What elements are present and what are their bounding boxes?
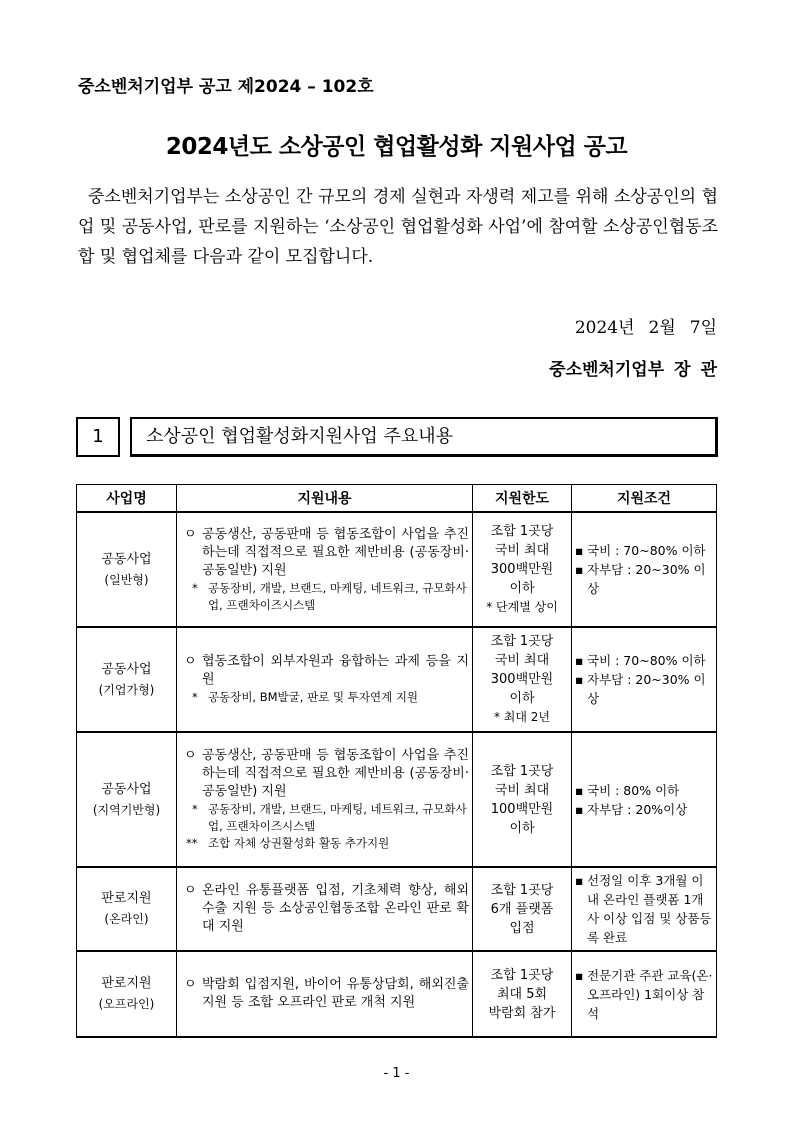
limit-line: 이하 (509, 820, 535, 836)
content-text: 박람회 입점지원, 바이어 유통상담회, 해외진출 지원 등 조합 오프라인 판로 개척 지원 (202, 977, 469, 1010)
program-name-cell (77, 627, 177, 732)
square-bullet-icon: ▪ (575, 801, 584, 817)
condition-item (575, 541, 713, 560)
content-text: 공동생산, 공동판매 등 협동조합이 사업을 추진하는데 직접적으로 필요한 제반비용 (공동장비·공동일반) 지원 (202, 526, 469, 578)
condition-text: 국비 : 70~80% 이하 (587, 543, 706, 558)
content-item (180, 526, 469, 580)
program-name-cell (77, 951, 177, 1037)
program-name-cell (77, 512, 177, 627)
content-item (180, 747, 469, 801)
program-type: (오프라인) (98, 997, 155, 1011)
limit-cell (473, 732, 572, 867)
note-marker: ** (186, 836, 198, 850)
limit-line: 조합 1곳당 (490, 882, 554, 898)
date-month: 2월 (648, 318, 676, 338)
condition-text: 전문기관 주관 교육(온·오프라인) 1회이상 참석 (587, 967, 713, 1021)
note-marker: * (192, 690, 198, 704)
header-program: 사업명 (77, 485, 177, 513)
limit-line: 이하 (509, 691, 535, 706)
condition-item (575, 651, 713, 670)
program-type: (일반형) (104, 572, 149, 587)
conditions-cell (572, 867, 717, 951)
condition-item (575, 800, 713, 819)
limit-line: 조합 1곳당 (490, 763, 554, 779)
conditions-cell (572, 732, 717, 867)
section-number: 1 (76, 417, 120, 457)
limit-line: 조합 1곳당 (490, 967, 554, 983)
note-text: 조합 자체 상권활성화 활동 추가지원 (208, 836, 390, 850)
condition-item (575, 871, 713, 947)
page-number: - 1 - (383, 1066, 410, 1081)
limit-line: 최대 5회 (496, 986, 548, 1002)
header-conditions: 지원조건 (572, 485, 717, 513)
program-type: (지역기반형) (92, 802, 161, 817)
condition-text: 국비 : 80% 이하 (587, 782, 680, 798)
content-note (180, 580, 469, 614)
program-name: 공동사업 (101, 781, 152, 797)
condition-text: 선정일 이후 3개월 이내 온라인 플랫폼 1개사 이상 입점 및 상품등록 완료 (587, 873, 712, 945)
program-type: (온라인) (104, 912, 149, 926)
program-name: 판로지원 (101, 891, 152, 906)
square-bullet-icon: ▪ (575, 967, 584, 983)
issuer-rank-1: 장 (674, 360, 691, 380)
condition-item (575, 560, 713, 598)
limit-note: * 최대 2년 (493, 710, 551, 724)
limit-cell (473, 627, 572, 732)
condition-text: 자부담 : 20~30% 이상 (587, 562, 706, 596)
content-cell (177, 732, 473, 867)
limit-line: 조합 1곳당 (490, 634, 554, 649)
content-cell (177, 512, 473, 627)
condition-item (575, 781, 713, 800)
square-bullet-icon: ▪ (575, 543, 584, 558)
content-text: 온라인 유통플랫폼 입점, 기초체력 향상, 해외수출 지원 등 소상공인협동조합 온라인 판로 확대 지원 (202, 883, 469, 934)
square-bullet-icon: ▪ (575, 873, 584, 888)
header-limit: 지원한도 (473, 485, 572, 513)
square-bullet-icon: ▪ (575, 653, 584, 668)
note-text: 공동장비, 개발, 브랜드, 마케팅, 네트워크, 규모화사업, 프랜차이즈시스템 (208, 580, 467, 612)
conditions-cell (572, 512, 717, 627)
table-row (77, 732, 717, 867)
content-cell (177, 627, 473, 732)
bullet-marker: ㅇ (184, 883, 197, 898)
section-title: 소상공인 협업활성화지원사업 주요내용 (130, 417, 718, 457)
limit-note: * 단계별 상이 (486, 600, 558, 614)
table-row (77, 951, 717, 1037)
limit-cell (473, 512, 572, 627)
notice-number: 중소벤처기업부 공고 제2024 – 102호 (78, 77, 374, 97)
bullet-marker: ㅇ (184, 654, 197, 669)
table-row (77, 867, 717, 951)
square-bullet-icon: ▪ (575, 672, 584, 687)
intro-paragraph: 중소벤처기업부는 소상공인 간 규모의 경제 실현과 자생력 제고를 위해 소상공인의 협업 및 공동사업, 판로를 지원하는 ‘소상공인 협업활성화 사업’에 참여할 소상공인협동조합 및 협업체를 다음과 같이 모집합니다. (78, 187, 718, 267)
conditions-cell (572, 951, 717, 1037)
note-text: 공동장비, 개발, 브랜드, 마케팅, 네트워크, 규모화사업, 프랜차이즈시스템 (208, 802, 467, 833)
content-cell (177, 951, 473, 1037)
program-name: 판로지원 (101, 976, 152, 991)
content-note (180, 689, 469, 706)
content-note (180, 835, 469, 852)
program-name: 공동사업 (101, 661, 152, 677)
limit-line: 이하 (509, 581, 535, 596)
limit-line: 박람회 참가 (488, 1005, 556, 1021)
issuer-org: 중소벤처기업부 (549, 360, 665, 380)
content-text: 공동생산, 공동판매 등 협동조합이 사업을 추진하는데 직접적으로 필요한 제반비용 (공동장비·공동일반) 지원 (202, 748, 469, 799)
condition-text: 자부담 : 20~30% 이상 (587, 672, 706, 706)
limit-cell (473, 951, 572, 1037)
limit-line: 300백만원 (490, 672, 554, 687)
limit-line: 조합 1곳당 (490, 524, 554, 539)
header-content: 지원내용 (177, 485, 473, 513)
content-note (180, 801, 469, 835)
condition-text: 국비 : 70~80% 이하 (587, 653, 706, 668)
date-year: 2024년 (574, 318, 635, 338)
bullet-marker: ㅇ (184, 526, 197, 542)
content-cell (177, 867, 473, 951)
conditions-cell (572, 627, 717, 732)
condition-item (575, 670, 713, 708)
program-name-cell (77, 867, 177, 951)
program-type: (기업가형) (98, 682, 155, 697)
condition-text: 자부담 : 20%이상 (587, 801, 688, 817)
announcement-date (575, 313, 717, 338)
limit-cell (473, 867, 572, 951)
issuer (549, 355, 717, 380)
date-day: 7일 (689, 318, 717, 338)
table-row (77, 627, 717, 732)
issuer-rank-2: 관 (700, 360, 717, 380)
bullet-marker: ㅇ (184, 977, 197, 992)
table-header-row (77, 485, 717, 513)
bullet-marker: ㅇ (184, 748, 197, 763)
content-item (180, 882, 469, 936)
program-name: 공동사업 (101, 551, 152, 567)
note-text: 공동장비, BM발굴, 판로 및 투자연계 지원 (208, 690, 419, 704)
content-item (180, 653, 469, 689)
limit-line: 100백만원 (490, 801, 554, 817)
square-bullet-icon: ▪ (575, 562, 584, 577)
content-text: 협동조합이 외부자원과 융합하는 과제 등을 지원 (202, 654, 469, 687)
program-name-cell (77, 732, 177, 867)
limit-line: 300백만원 (490, 562, 554, 577)
limit-line: 6개 플랫폼 (490, 901, 554, 917)
limit-line: 국비 최대 (494, 782, 550, 798)
condition-item (575, 966, 713, 1023)
limit-line: 입점 (509, 920, 535, 936)
content-item (180, 976, 469, 1012)
note-marker: * (192, 580, 198, 595)
limit-line: 국비 최대 (494, 543, 550, 558)
table-row (77, 512, 717, 627)
program-table (76, 484, 717, 1038)
document-title: 2024년도 소상공인 협업활성화 지원사업 공고 (165, 134, 628, 160)
square-bullet-icon: ▪ (575, 782, 584, 798)
limit-line: 국비 최대 (494, 653, 550, 668)
note-marker: * (192, 802, 198, 816)
